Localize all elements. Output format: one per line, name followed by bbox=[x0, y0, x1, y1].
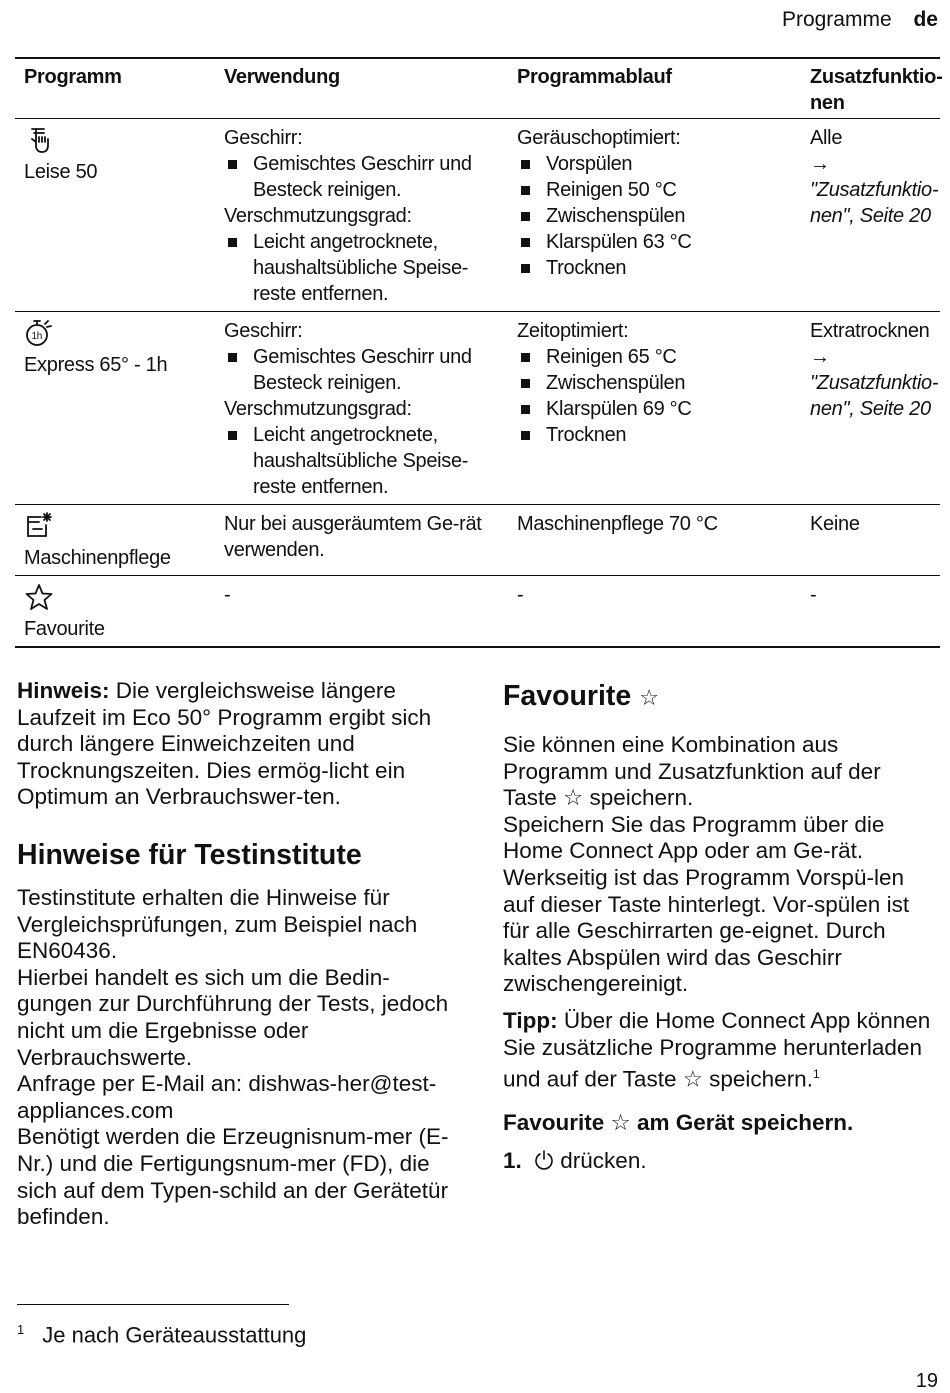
right-column bbox=[503, 678, 933, 1178]
paragraph: Speichern Sie das Programm über die Home Connect App oder am Ge-rät. bbox=[503, 811, 885, 864]
text-run: am Gerät speichern. bbox=[630, 1110, 854, 1136]
extra-text: Alle bbox=[810, 127, 843, 149]
step-item bbox=[503, 1147, 933, 1178]
star-icon: ☆ bbox=[639, 685, 659, 710]
flow-cell: Maschinenpflege 70 °C bbox=[508, 505, 801, 576]
extra-cell bbox=[801, 312, 940, 505]
flow-cell: - bbox=[508, 576, 801, 648]
use-cell bbox=[215, 312, 508, 505]
list-item: Leicht angetrocknete, haushaltsübliche Speise-reste entfernen. bbox=[224, 229, 500, 307]
list-item: Reinigen 50 °C bbox=[517, 177, 793, 203]
extra-cell bbox=[801, 119, 940, 312]
footnote bbox=[17, 1322, 306, 1348]
extra-cell: Keine bbox=[801, 505, 940, 576]
section-heading-favourite bbox=[503, 678, 933, 716]
stopwatch-1h-icon bbox=[24, 318, 207, 348]
paragraph: Werkseitig ist das Programm Vorspü-len auf dieser Taste hinterlegt. Vor-spülen ist für alle Geschirrarten ge-eignet. Durch kaltes Abspülen wird das Geschirr zwischengereinigt. bbox=[503, 864, 910, 997]
machine-care-icon bbox=[24, 511, 207, 541]
list-item: Klarspülen 69 °C bbox=[517, 396, 793, 422]
extra-cell: - bbox=[801, 576, 940, 648]
left-column bbox=[17, 678, 459, 1231]
list-item: Klarspülen 63 °C bbox=[517, 229, 793, 255]
col-header-extra-label: Zusatzfunktio- nen bbox=[810, 66, 943, 114]
footnote-divider bbox=[17, 1304, 289, 1305]
section-title: Programme bbox=[781, 8, 892, 31]
paragraph bbox=[503, 732, 933, 812]
email-paragraph[interactable]: Anfrage per E-Mail an: dishwas-her@test-appliances.com bbox=[17, 1071, 437, 1123]
flow-label: Zeitoptimiert: bbox=[517, 320, 629, 342]
star-icon: ☆ bbox=[563, 785, 584, 811]
program-table bbox=[15, 57, 943, 648]
footnote-number: 1 bbox=[17, 1322, 25, 1337]
program-name: Express 65° - 1h bbox=[24, 354, 168, 376]
favourite-heading-text: Favourite bbox=[503, 680, 632, 712]
program-name: Favourite bbox=[24, 618, 105, 640]
list-item: Zwischenspülen bbox=[517, 370, 793, 396]
note-label: Hinweis: bbox=[17, 678, 110, 703]
col-header-program: Programm bbox=[15, 58, 215, 119]
table-row bbox=[15, 505, 940, 576]
list-item: Reinigen 65 °C bbox=[517, 344, 793, 370]
use-cell: Nur bei ausgeräumtem Ge-rät verwenden. bbox=[215, 505, 508, 576]
step-number: 1. bbox=[503, 1148, 522, 1174]
text-run: speichern. bbox=[583, 785, 694, 811]
paragraph: Benötigt werden die Erzeugnisnum-mer (E-Nr.) und die Fertigungsnum-mer (FD), die sich auf dem Typen-schild an der Gerätetür befinden. bbox=[17, 1124, 449, 1230]
text-run: Über die Home Connect App können Sie zusätzliche Programme herunterladen und auf der Taste bbox=[503, 1007, 931, 1092]
program-name: Leise 50 bbox=[24, 161, 98, 183]
step-text: drücken. bbox=[554, 1148, 647, 1174]
use-label: Verschmutzungsgrad: bbox=[224, 205, 412, 227]
list-item: Trocknen bbox=[517, 422, 793, 448]
running-header bbox=[782, 8, 938, 32]
use-label: Geschirr: bbox=[224, 127, 303, 149]
flow-cell bbox=[508, 119, 801, 312]
list-item: Vorspülen bbox=[517, 151, 793, 177]
list-item: Gemischtes Geschirr und Besteck reinigen. bbox=[224, 151, 500, 203]
language-code: de bbox=[913, 8, 938, 31]
text-run: speichern. bbox=[702, 1066, 813, 1092]
program-cell bbox=[15, 119, 215, 312]
tip-label: Tipp: bbox=[503, 1007, 558, 1033]
svg-text:1h: 1h bbox=[31, 331, 43, 342]
star-icon: ☆ bbox=[610, 1110, 631, 1136]
star-icon bbox=[24, 582, 207, 612]
list-item: Zwischenspülen bbox=[517, 203, 793, 229]
footnote-text: Je nach Geräteausstattung bbox=[42, 1322, 307, 1348]
tip-paragraph bbox=[503, 1008, 933, 1093]
footnote-marker: 1 bbox=[812, 1067, 820, 1082]
section-heading-test-institutes: Hinweise für Testinstitute bbox=[17, 838, 362, 871]
flow-label: Geräuschoptimiert: bbox=[517, 127, 681, 149]
flow-cell bbox=[508, 312, 801, 505]
use-cell: - bbox=[215, 576, 508, 648]
star-icon: ☆ bbox=[682, 1066, 703, 1092]
quiet-hand-icon bbox=[24, 125, 207, 155]
paragraph: Testinstitute erhalten die Hinweise für Vergleichsprüfungen, zum Beispiel nach EN60436. bbox=[17, 884, 418, 964]
power-icon bbox=[534, 1149, 554, 1178]
list-item: Trocknen bbox=[517, 255, 793, 281]
table-row bbox=[15, 312, 940, 505]
note-text: Die vergleichsweise längere Laufzeit im Eco 50° Programm ergibt sich durch längere Einweichzeiten und Trocknungszeiten. Dies ermög-licht ein Optimum an Verbrauchswer-ten. bbox=[17, 678, 432, 810]
subheading-save-favourite bbox=[503, 1109, 933, 1137]
table-header-row bbox=[15, 58, 940, 119]
note-paragraph bbox=[17, 678, 459, 811]
use-label: Geschirr: bbox=[224, 320, 303, 342]
table-row bbox=[15, 576, 940, 648]
table-row bbox=[15, 119, 940, 312]
col-header-extra bbox=[801, 58, 943, 119]
program-name: Maschinenpflege bbox=[24, 547, 171, 569]
extra-text: Extratrocknen bbox=[810, 320, 930, 342]
text-run: Favourite bbox=[503, 1110, 611, 1136]
use-label: Verschmutzungsgrad: bbox=[224, 398, 412, 420]
page-number: 19 bbox=[915, 1370, 938, 1392]
col-header-use: Verwendung bbox=[215, 58, 508, 119]
col-header-flow: Programmablauf bbox=[508, 58, 801, 119]
text-run: Sie können eine Kombination aus Programm und Zusatzfunktion auf der Taste bbox=[503, 732, 881, 811]
list-item: Leicht angetrocknete, haushaltsübliche Speise-reste entfernen. bbox=[224, 422, 500, 500]
paragraph: Hierbei handelt es sich um die Bedin-gungen zur Durchführung der Tests, jedoch nicht um die Ergebnisse oder Verbrauchswerte. bbox=[17, 964, 449, 1070]
program-cell bbox=[15, 505, 215, 576]
list-item: Gemischtes Geschirr und Besteck reinigen. bbox=[224, 344, 500, 396]
program-cell bbox=[15, 576, 215, 648]
use-cell bbox=[215, 119, 508, 312]
cross-reference-link[interactable]: → "Zusatzfunktio-nen", Seite 20 bbox=[810, 153, 939, 227]
program-cell bbox=[15, 312, 215, 505]
cross-reference-link[interactable]: → "Zusatzfunktio-nen", Seite 20 bbox=[810, 346, 939, 420]
